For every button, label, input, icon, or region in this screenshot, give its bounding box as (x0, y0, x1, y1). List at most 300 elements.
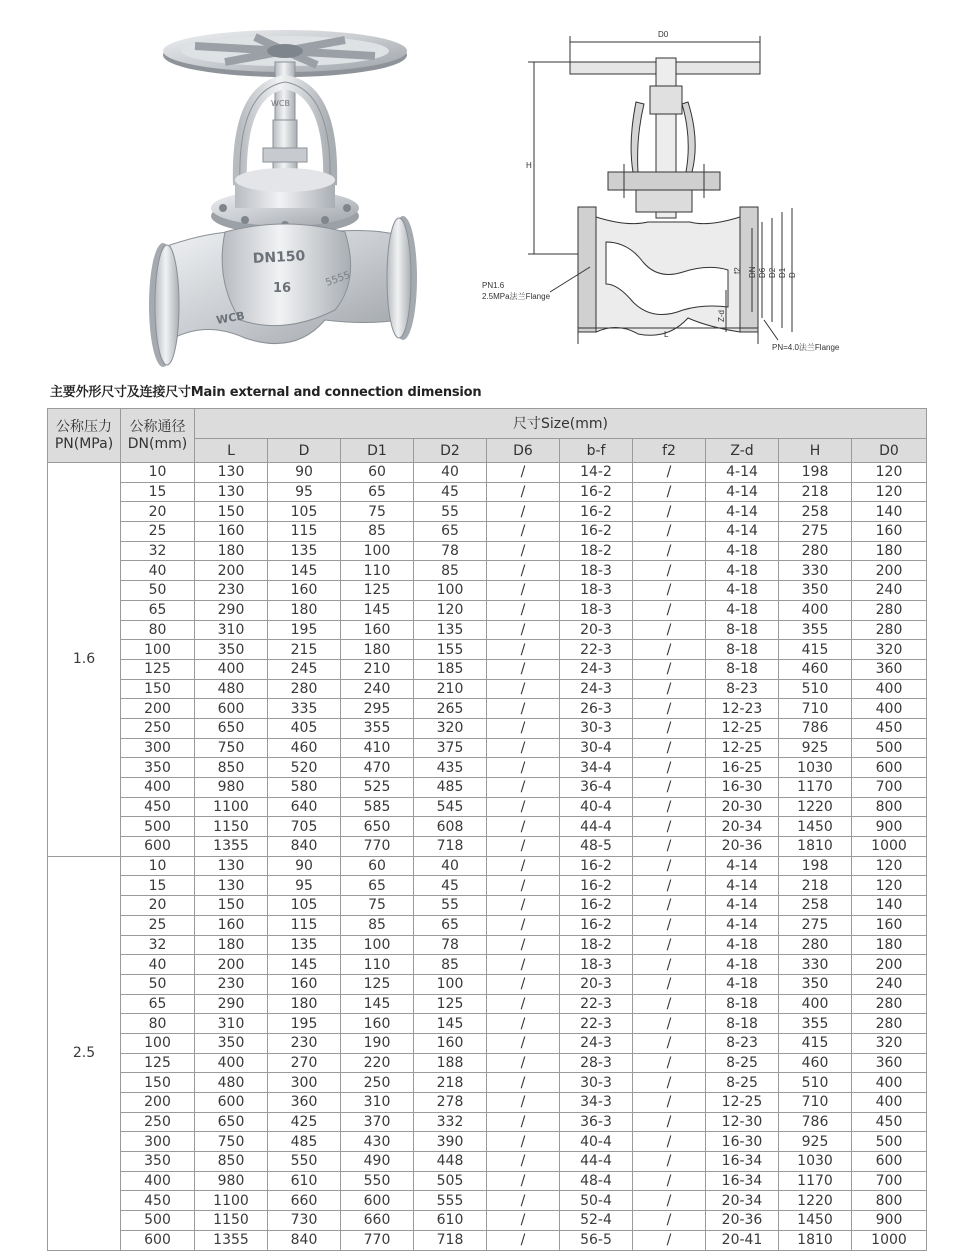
table-cell: 160 (414, 1033, 487, 1053)
dn-header: 公称通径DN(mm) (121, 409, 195, 463)
table-cell: 650 (341, 817, 414, 837)
table-cell: 145 (414, 1014, 487, 1034)
table-cell: 278 (414, 1093, 487, 1113)
dn-cell: 300 (121, 738, 195, 758)
table-cell: 180 (852, 541, 927, 561)
table-cell: 20-36 (706, 1211, 779, 1231)
table-cell: 500 (852, 1132, 927, 1152)
table-cell: 220 (341, 1053, 414, 1073)
table-cell: 50-4 (560, 1191, 633, 1211)
table-cell: 230 (195, 581, 268, 601)
table-cell: 1100 (195, 1191, 268, 1211)
table-cell: 485 (268, 1132, 341, 1152)
table-cell: 1450 (779, 1211, 852, 1231)
table-row (48, 837, 927, 857)
table-cell: 1100 (195, 797, 268, 817)
table-cell: 85 (341, 915, 414, 935)
table-cell: / (487, 1053, 560, 1073)
table-cell: 120 (414, 600, 487, 620)
table-cell: 8-18 (706, 620, 779, 640)
photo-mark-code: 5555 (324, 269, 352, 289)
table-cell: / (487, 522, 560, 542)
table-cell: 400 (195, 1053, 268, 1073)
table-cell: 4-14 (706, 856, 779, 876)
table-cell: 78 (414, 541, 487, 561)
table-cell: 160 (195, 522, 268, 542)
table-cell: 430 (341, 1132, 414, 1152)
table-cell: 18-3 (560, 561, 633, 581)
table-cell: 4-18 (706, 935, 779, 955)
table-cell: 65 (414, 915, 487, 935)
valve-technical-drawing (478, 22, 848, 352)
table-cell: / (633, 994, 706, 1014)
table-cell: 16-30 (706, 1132, 779, 1152)
table-cell: 4-14 (706, 896, 779, 916)
table-cell: 350 (779, 581, 852, 601)
table-cell: / (487, 482, 560, 502)
table-cell: / (487, 994, 560, 1014)
table-cell: 16-2 (560, 856, 633, 876)
table-cell: 16-2 (560, 482, 633, 502)
table-cell: 45 (414, 482, 487, 502)
table-cell: 4-14 (706, 502, 779, 522)
table-cell: 195 (268, 620, 341, 640)
table-cell: / (633, 1230, 706, 1250)
table-cell: 350 (195, 640, 268, 660)
table-cell: 160 (268, 581, 341, 601)
table-cell: 980 (195, 778, 268, 798)
table-cell: 800 (852, 797, 927, 817)
table-cell: 370 (341, 1112, 414, 1132)
dn-cell: 450 (121, 797, 195, 817)
table-cell: 4-18 (706, 561, 779, 581)
table-cell: 350 (195, 1033, 268, 1053)
table-cell: 120 (852, 463, 927, 483)
table-cell: 16-34 (706, 1152, 779, 1172)
table-cell: 8-23 (706, 679, 779, 699)
table-cell: 280 (852, 600, 927, 620)
table-cell: 14-2 (560, 463, 633, 483)
table-cell: 215 (268, 640, 341, 660)
table-cell: 290 (195, 600, 268, 620)
table-cell: / (633, 1093, 706, 1113)
table-row (48, 1132, 927, 1152)
table-cell: 18-3 (560, 600, 633, 620)
table-cell: 555 (414, 1191, 487, 1211)
table-cell: 65 (341, 876, 414, 896)
table-cell: / (633, 1211, 706, 1231)
table-cell: 16-2 (560, 876, 633, 896)
table-cell: 355 (779, 620, 852, 640)
table-cell: / (487, 1093, 560, 1113)
table-cell: 160 (852, 522, 927, 542)
table-cell: / (487, 856, 560, 876)
table-cell: 210 (414, 679, 487, 699)
table-cell: 95 (268, 482, 341, 502)
table-cell: 1220 (779, 1191, 852, 1211)
table-cell: 450 (852, 1112, 927, 1132)
table-cell: 85 (414, 561, 487, 581)
table-cell: 1030 (779, 758, 852, 778)
table-cell: 40 (414, 856, 487, 876)
table-cell: 360 (268, 1093, 341, 1113)
table-cell: 16-2 (560, 522, 633, 542)
table-cell: 130 (195, 856, 268, 876)
table-cell: / (487, 1211, 560, 1231)
table-cell: 115 (268, 915, 341, 935)
dn-cell: 450 (121, 1191, 195, 1211)
table-cell: / (487, 955, 560, 975)
table-row (48, 502, 927, 522)
table-cell: 24-3 (560, 1033, 633, 1053)
table-cell: 505 (414, 1171, 487, 1191)
table-cell: 1170 (779, 778, 852, 798)
table-cell: 600 (341, 1191, 414, 1211)
table-cell: 600 (195, 1093, 268, 1113)
table-cell: / (633, 955, 706, 975)
table-row (48, 1033, 927, 1053)
dn-cell: 10 (121, 463, 195, 483)
table-cell: 8-23 (706, 1033, 779, 1053)
dn-cell: 600 (121, 837, 195, 857)
table-cell: 18-3 (560, 581, 633, 601)
drawing-label-d1: D1 (778, 267, 787, 278)
dn-cell: 65 (121, 994, 195, 1014)
dn-cell: 500 (121, 1211, 195, 1231)
table-cell: 650 (195, 718, 268, 738)
table-cell: 8-18 (706, 659, 779, 679)
table-cell: 700 (852, 1171, 927, 1191)
section-title: 主要外形尺寸及连接尺寸Main external and connection dimension (50, 385, 482, 400)
table-cell: 135 (268, 541, 341, 561)
table-cell: / (487, 718, 560, 738)
table-cell: 12-30 (706, 1112, 779, 1132)
table-cell: 980 (195, 1171, 268, 1191)
table-cell: / (633, 1073, 706, 1093)
dn-cell: 300 (121, 1132, 195, 1152)
dn-cell: 100 (121, 640, 195, 660)
table-cell: 135 (414, 620, 487, 640)
table-row (48, 1014, 927, 1034)
table-row (48, 738, 927, 758)
table-cell: 330 (779, 955, 852, 975)
table-cell: 65 (341, 482, 414, 502)
table-cell: 925 (779, 1132, 852, 1152)
table-cell: 44-4 (560, 817, 633, 837)
table-cell: 258 (779, 896, 852, 916)
table-cell: 20-34 (706, 1191, 779, 1211)
table-cell: 400 (852, 699, 927, 719)
table-cell: 1810 (779, 1230, 852, 1250)
table-cell: / (487, 817, 560, 837)
table-cell: 125 (341, 581, 414, 601)
table-cell: 44-4 (560, 1152, 633, 1172)
photo-mark-pn: 16 (273, 281, 292, 296)
table-cell: 40-4 (560, 1132, 633, 1152)
table-cell: 705 (268, 817, 341, 837)
table-cell: / (487, 876, 560, 896)
table-cell: / (487, 974, 560, 994)
table-cell: 230 (268, 1033, 341, 1053)
table-cell: 140 (852, 896, 927, 916)
table-cell: 4-14 (706, 876, 779, 896)
table-cell: / (487, 463, 560, 483)
table-cell: 770 (341, 837, 414, 857)
table-row (48, 679, 927, 699)
table-cell: 4-18 (706, 955, 779, 975)
table-cell: 18-3 (560, 955, 633, 975)
table-cell: 355 (341, 718, 414, 738)
table-cell: 4-18 (706, 541, 779, 561)
table-cell: 900 (852, 817, 927, 837)
column-header: D6 (487, 439, 560, 463)
table-cell: 160 (268, 974, 341, 994)
table-cell: 295 (341, 699, 414, 719)
table-cell: 24-3 (560, 679, 633, 699)
table-cell: 600 (852, 1152, 927, 1172)
table-cell: 1150 (195, 1211, 268, 1231)
table-cell: 1000 (852, 837, 927, 857)
table-cell: 400 (852, 1073, 927, 1093)
dn-cell: 600 (121, 1230, 195, 1250)
table-cell: 750 (195, 738, 268, 758)
table-cell: 30-4 (560, 738, 633, 758)
table-cell: 20-36 (706, 837, 779, 857)
table-cell: / (633, 817, 706, 837)
table-cell: 198 (779, 463, 852, 483)
photo-mark-wcb-small: WCB (271, 99, 290, 108)
table-cell: / (633, 797, 706, 817)
table-cell: 332 (414, 1112, 487, 1132)
column-header: Z-d (706, 439, 779, 463)
table-cell: 75 (341, 502, 414, 522)
table-cell: 120 (852, 856, 927, 876)
table-row (48, 640, 927, 660)
table-row (48, 994, 927, 1014)
table-cell: 12-23 (706, 699, 779, 719)
table-cell: 280 (779, 541, 852, 561)
table-cell: 90 (268, 463, 341, 483)
table-cell: 20-30 (706, 797, 779, 817)
table-cell: 700 (852, 778, 927, 798)
table-cell: / (487, 1073, 560, 1093)
table-cell: 710 (779, 699, 852, 719)
pn-header: 公称压力PN(MPa) (48, 409, 121, 463)
table-cell: 360 (852, 1053, 927, 1073)
table-row (48, 778, 927, 798)
table-row (48, 856, 927, 876)
table-cell: 16-2 (560, 915, 633, 935)
drawing-label-d2: D2 (768, 267, 777, 278)
table-cell: 180 (268, 994, 341, 1014)
table-row (48, 1230, 927, 1250)
dn-cell: 40 (121, 955, 195, 975)
table-cell: 218 (779, 876, 852, 896)
table-cell: / (633, 699, 706, 719)
table-cell: / (633, 935, 706, 955)
table-cell: 40-4 (560, 797, 633, 817)
table-cell: 840 (268, 837, 341, 857)
table-cell: 275 (779, 522, 852, 542)
table-cell: 1170 (779, 1171, 852, 1191)
table-cell: 660 (268, 1191, 341, 1211)
drawing-label-f2: f2 (733, 267, 742, 274)
table-cell: / (487, 620, 560, 640)
table-cell: 1355 (195, 1230, 268, 1250)
dn-cell: 15 (121, 482, 195, 502)
table-cell: 90 (268, 856, 341, 876)
table-cell: 490 (341, 1152, 414, 1172)
table-cell: / (487, 1171, 560, 1191)
table-row (48, 482, 927, 502)
table-cell: 400 (852, 1093, 927, 1113)
table-cell: 160 (852, 915, 927, 935)
table-cell: 610 (268, 1171, 341, 1191)
column-header: L (195, 439, 268, 463)
table-cell: 20-3 (560, 620, 633, 640)
table-cell: / (633, 1033, 706, 1053)
drawing-label-pn16-line1: PN1.6 (482, 281, 505, 290)
table-cell: / (487, 561, 560, 581)
dn-cell: 200 (121, 699, 195, 719)
table-row (48, 1211, 927, 1231)
table-cell: / (487, 1132, 560, 1152)
table-row (48, 600, 927, 620)
table-cell: / (487, 915, 560, 935)
table-cell: 30-3 (560, 718, 633, 738)
table-cell: 770 (341, 1230, 414, 1250)
dn-cell: 400 (121, 778, 195, 798)
table-row (48, 1073, 927, 1093)
table-row (48, 699, 927, 719)
table-cell: 470 (341, 758, 414, 778)
table-cell: 280 (852, 994, 927, 1014)
dn-cell: 40 (121, 561, 195, 581)
table-cell: 8-18 (706, 1014, 779, 1034)
table-cell: 26-3 (560, 699, 633, 719)
table-cell: / (633, 679, 706, 699)
drawing-label-h: H (526, 161, 532, 170)
table-cell: / (487, 541, 560, 561)
table-cell: 520 (268, 758, 341, 778)
table-cell: 218 (779, 482, 852, 502)
table-cell: 300 (268, 1073, 341, 1093)
table-cell: 270 (268, 1053, 341, 1073)
table-cell: 20-41 (706, 1230, 779, 1250)
table-cell: 45 (414, 876, 487, 896)
dn-cell: 25 (121, 915, 195, 935)
table-cell: 22-3 (560, 640, 633, 660)
table-cell: 405 (268, 718, 341, 738)
table-cell: 130 (195, 876, 268, 896)
table-cell: 245 (268, 659, 341, 679)
table-cell: 280 (852, 620, 927, 640)
drawing-label-d6: D6 (758, 267, 767, 278)
column-header: b-f (560, 439, 633, 463)
table-cell: 16-34 (706, 1171, 779, 1191)
dn-cell: 50 (121, 581, 195, 601)
table-cell: / (487, 679, 560, 699)
table-cell: 310 (195, 620, 268, 640)
table-cell: 330 (779, 561, 852, 581)
table-cell: / (487, 738, 560, 758)
table-cell: 640 (268, 797, 341, 817)
table-cell: 400 (852, 679, 927, 699)
table-row (48, 463, 927, 483)
table-cell: 22-3 (560, 994, 633, 1014)
table-cell: / (487, 581, 560, 601)
drawing-label-zd: Z-d (717, 310, 726, 322)
dn-cell: 250 (121, 718, 195, 738)
table-cell: / (633, 640, 706, 660)
table-cell: 36-3 (560, 1112, 633, 1132)
column-header: D (268, 439, 341, 463)
table-row (48, 797, 927, 817)
table-cell: / (633, 778, 706, 798)
drawing-label-d: D (788, 272, 797, 278)
table-cell: / (633, 620, 706, 640)
table-cell: 710 (779, 1093, 852, 1113)
table-cell: / (633, 1171, 706, 1191)
table-cell: / (633, 522, 706, 542)
table-cell: 200 (852, 955, 927, 975)
table-cell: 375 (414, 738, 487, 758)
table-cell: 120 (852, 482, 927, 502)
table-cell: 460 (268, 738, 341, 758)
table-cell: 600 (852, 758, 927, 778)
table-cell: 400 (779, 994, 852, 1014)
table-cell: 786 (779, 718, 852, 738)
table-row (48, 1191, 927, 1211)
table-cell: / (487, 778, 560, 798)
table-cell: 355 (779, 1014, 852, 1034)
table-cell: / (633, 1132, 706, 1152)
table-cell: 24-3 (560, 659, 633, 679)
table-cell: / (487, 1230, 560, 1250)
table-cell: 600 (195, 699, 268, 719)
table-cell: / (633, 974, 706, 994)
table-cell: / (633, 600, 706, 620)
table-row (48, 659, 927, 679)
table-cell: / (487, 600, 560, 620)
table-cell: 585 (341, 797, 414, 817)
dn-cell: 20 (121, 502, 195, 522)
table-cell: 1810 (779, 837, 852, 857)
table-cell: 718 (414, 1230, 487, 1250)
table-cell: / (633, 502, 706, 522)
table-cell: / (487, 1112, 560, 1132)
table-cell: / (633, 1014, 706, 1034)
table-cell: 185 (414, 659, 487, 679)
table-cell: / (633, 837, 706, 857)
photo-mark-material: WCB (215, 309, 246, 327)
table-cell: / (633, 541, 706, 561)
table-cell: 750 (195, 1132, 268, 1152)
table-cell: 350 (779, 974, 852, 994)
table-cell: 320 (852, 640, 927, 660)
dn-cell: 350 (121, 758, 195, 778)
pn-cell: 1.6 (48, 463, 121, 857)
table-cell: 218 (414, 1073, 487, 1093)
table-cell: 4-14 (706, 482, 779, 502)
table-cell: / (487, 659, 560, 679)
table-cell: 100 (341, 541, 414, 561)
table-cell: 60 (341, 463, 414, 483)
table-row (48, 974, 927, 994)
table-cell: 75 (341, 896, 414, 916)
table-cell: / (633, 581, 706, 601)
column-header: D2 (414, 439, 487, 463)
